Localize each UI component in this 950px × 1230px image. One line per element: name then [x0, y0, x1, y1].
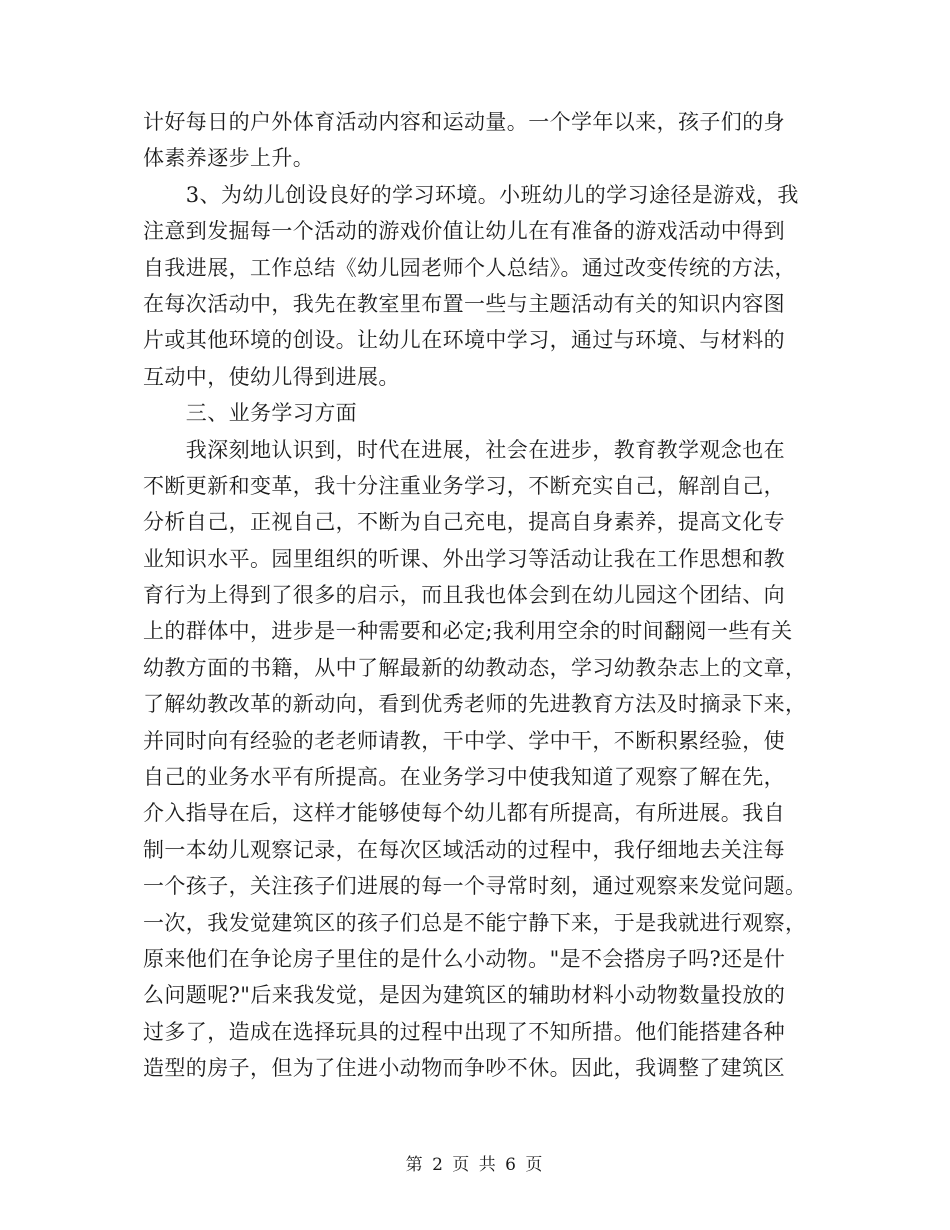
- text-line: 造型的房子，但为了住进小动物而争吵不休。因此，我调整了建筑区: [143, 1056, 785, 1081]
- text-line: 了解幼教改革的新动向，看到优秀老师的先进教育方法及时摘录下来，: [143, 692, 807, 717]
- text-line: 育行为上得到了很多的启示，而且我也体会到在幼儿园这个团结、向: [143, 583, 785, 608]
- text-line: 计好每日的户外体育活动内容和运动量。一个学年以来，孩子们的身: [143, 110, 785, 134]
- text-line: 3、为幼儿创设良好的学习环境。小班幼儿的学习途径是游戏，我: [143, 182, 799, 207]
- page-number-footer: 第 2 页 共 6 页: [405, 1155, 545, 1175]
- text-line: 互动中，使幼儿得到进展。: [143, 364, 400, 389]
- text-line: 制一本幼儿观察记录，在每次区域活动的过程中，我仔细地去关注每: [143, 837, 785, 862]
- text-line: 原来他们在争论房子里住的是什么小动物。"是不会搭房子吗?还是什: [143, 946, 786, 971]
- text-line: 么问题呢?"后来我发觉，是因为建筑区的辅助材料小动物数量投放的: [143, 983, 786, 1008]
- text-line: 在每次活动中，我先在教室里布置一些与主题活动有关的知识内容图: [143, 291, 785, 316]
- text-line: 体素养逐步上升。: [143, 146, 315, 171]
- text-line: 幼教方面的书籍，从中了解最新的幼教动态，学习幼教杂志上的文章，: [143, 655, 807, 680]
- text-line: 一次，我发觉建筑区的孩子们总是不能宁静下来，于是我就进行观察，: [143, 910, 807, 935]
- document-body: [143, 104, 813, 1087]
- text-line: 并同时向有经验的老老师请教，干中学、学中干，不断积累经验，使: [143, 728, 785, 753]
- section-heading: 三、业务学习方面: [143, 401, 357, 426]
- text-line: 我深刻地认识到，时代在进展，社会在进步，教育教学观念也在: [143, 437, 785, 462]
- text-line: 注意到发掘每一个活动的游戏价值让幼儿在有准备的游戏活动中得到: [143, 219, 785, 244]
- text-line: 分析自己，正视自己，不断为自己充电，提高自身素养，提高文化专: [143, 510, 785, 535]
- text-line: 介入指导在后，这样才能够使每个幼儿都有所提高，有所进展。我自: [143, 801, 785, 826]
- text-line: 不断更新和变革，我十分注重业务学习，不断充实自己，解剖自己，: [143, 473, 785, 498]
- text-line: 自己的业务水平有所提高。在业务学习中使我知道了观察了解在先，: [143, 765, 785, 790]
- text-line: 一个孩子，关注孩子们进展的每一个寻常时刻，通过观察来发觉问题。: [143, 874, 807, 899]
- text-line: 上的群体中，进步是一种需要和必定;我利用空余的时间翻阅一些有关: [143, 619, 793, 644]
- text-line: 自我进展，工作总结《幼儿园老师个人总结》。通过改变传统的方法，: [143, 255, 796, 280]
- text-line: 过多了，造成在选择玩具的过程中出现了不知所措。他们能搭建各种: [143, 1019, 785, 1044]
- text-line: 业知识水平。园里组织的听课、外出学习等活动让我在工作思想和教: [143, 546, 785, 571]
- text-line: 片或其他环境的创设。让幼儿在环境中学习，通过与环境、与材料的: [143, 328, 785, 353]
